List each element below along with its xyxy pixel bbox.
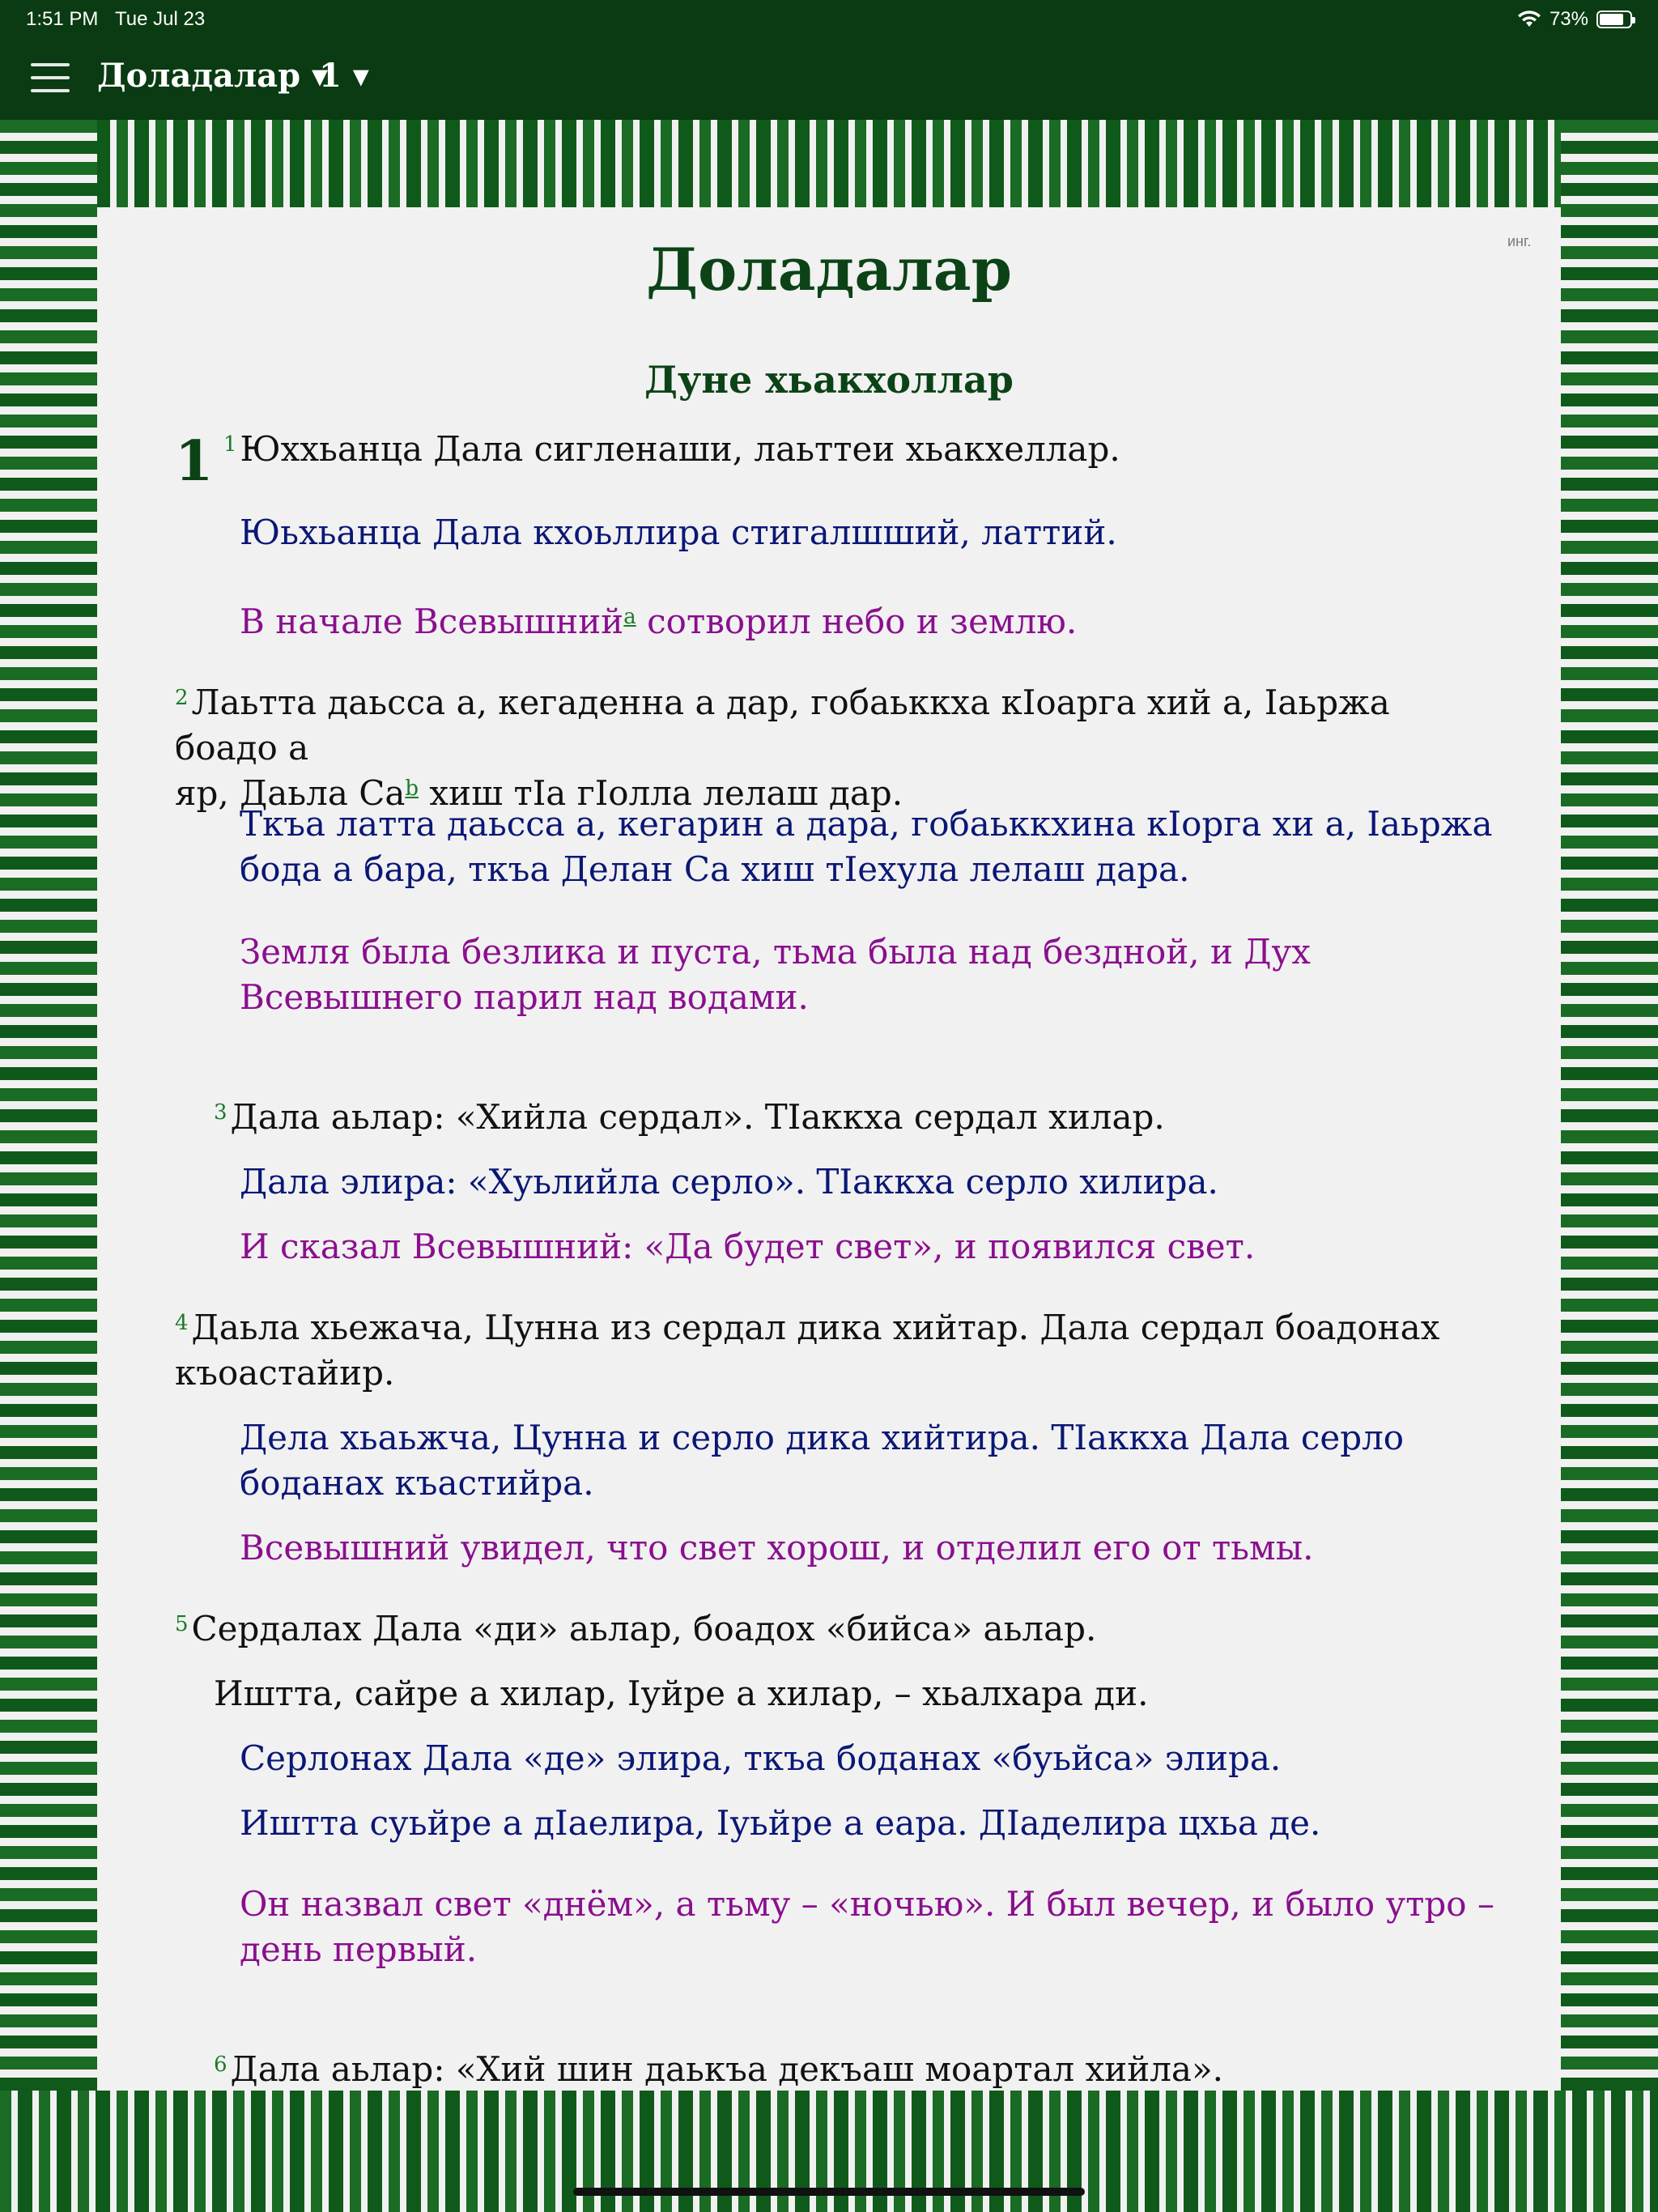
verse-text: Лаьтта даьсса а, кегаденна а дар, гобаьккха кІоарга хий а, Іаьржа боадо а	[175, 683, 1390, 768]
verse-2-ingush	[175, 680, 1486, 816]
verse-5-ingush-line2: Иштта, сайре а хилар, Іуйре а хилар, – хьалхара ди.	[214, 1674, 1149, 1713]
ornament-border-left	[0, 120, 97, 2212]
verse-text: Ткъа латта даьсса а, кегарин а дара, гобаьккхина кІорга хи а, Іаьржа	[240, 804, 1493, 844]
verse-1-ingush	[223, 427, 1120, 472]
status-bar	[0, 0, 1658, 39]
verse-text: Земля была безлика и пуста, тьма была над бездной, и Дух	[240, 932, 1311, 972]
verse-text: Дала аьлар: «Хий шин даькъа декъаш моартал хийла».	[230, 2049, 1224, 2089]
page-note[interactable]: инг.	[1507, 233, 1532, 249]
ornament-border-right	[1561, 120, 1658, 2212]
verse-number: 1	[223, 432, 237, 457]
battery-icon	[1596, 11, 1632, 28]
verse-number: 2	[175, 686, 189, 710]
verse-2-chechen	[240, 802, 1492, 892]
verse-5-chechen: Серлонах Дала «де» элира, ткъа боданах «буьйса» элира.	[240, 1738, 1282, 1778]
verse-number: 3	[214, 1100, 227, 1125]
verse-text: Даьла хьежача, Цунна из сердал дика хийтар. Дала сердал боадонах	[191, 1308, 1440, 1347]
verse-5-russian	[240, 1882, 1494, 1972]
book-title: Доладалар	[646, 235, 1012, 304]
section-heading: Дуне хьакхоллар	[644, 358, 1014, 402]
verse-5-chechen-line2: Иштта суьйре а дІаелира, Іуьйре а еара. ДІаделира цхьа де.	[240, 1803, 1321, 1843]
verse-4-russian: Всевышний увидел, что свет хорош, и отделил его от тьмы.	[240, 1528, 1314, 1568]
verse-5-ingush	[175, 1606, 1096, 1652]
verse-1-chechen: Юьхьанца Дала кхоьллира стигалшший, латтий.	[240, 513, 1117, 552]
verse-text: Сердалах Дала «ди» аьлар, боадох «бийса» аьлар.	[191, 1609, 1097, 1648]
verse-text: Дала аьлар: «Хийла сердал». ТІаккха сердал хилар.	[230, 1097, 1165, 1137]
verse-text: Он назвал свет «днём», а тьму – «ночью». И был вечер, и было утро –	[240, 1884, 1494, 1924]
verse-number: 5	[175, 1612, 189, 1636]
footnote-link[interactable]: b	[405, 776, 419, 801]
footnote-link[interactable]: a	[623, 605, 636, 629]
verse-text: Дела хьаьжча, Цунна и серло дика хийтира. ТІаккха Дала серло	[240, 1418, 1405, 1457]
verse-2-russian	[240, 929, 1311, 1020]
verse-text: къоастайир.	[175, 1353, 395, 1393]
nav-bar	[0, 39, 1658, 120]
status-date: Tue Jul 23	[115, 8, 206, 30]
battery-percent: 73%	[1549, 8, 1588, 30]
ornament-border-top	[0, 120, 1658, 207]
verse-3-ingush	[214, 1095, 1165, 1140]
verse-number: 6	[214, 2052, 227, 2077]
verse-text: Всевышнего парил над водами.	[240, 977, 809, 1017]
home-indicator[interactable]	[573, 2188, 1085, 2196]
verse-text: Юххьанца Дала сигленаши, лаьттеи хьакхеллар.	[240, 429, 1120, 469]
hamburger-menu-icon[interactable]	[31, 63, 70, 96]
chapter-selector[interactable]: 1 ▾	[319, 57, 369, 95]
verse-3-chechen: Дала элира: «Хуьлийла серло». ТІаккха серло хилира.	[240, 1162, 1218, 1202]
verse-4-chechen	[240, 1415, 1404, 1506]
book-selector[interactable]: Доладалар ▾	[97, 57, 329, 95]
verse-text: бода а бара, ткъа Делан Са хиш тІехула лелаш дара.	[240, 849, 1190, 889]
status-right	[1517, 8, 1632, 31]
verse-3-russian: И сказал Всевышний: «Да будет свет», и появился свет.	[240, 1227, 1256, 1266]
verse-text: хиш тІа гІолла лелаш дар.	[419, 773, 903, 813]
verse-1-russian	[240, 599, 1077, 644]
wifi-icon	[1517, 11, 1541, 28]
status-time: 1:51 PM	[26, 8, 99, 30]
verse-4-ingush	[175, 1305, 1439, 1396]
chapter-number: 1	[175, 429, 214, 494]
verse-number: 4	[175, 1311, 189, 1335]
verse-text: В начале Всевышний	[240, 602, 624, 641]
verse-6-ingush	[214, 2047, 1223, 2092]
verse-text: боданах къастийра.	[240, 1463, 594, 1503]
verse-text: день первый.	[240, 1929, 478, 1969]
verse-text: яр, Даьла Са	[175, 773, 406, 813]
verse-text: сотворил небо и землю.	[636, 602, 1078, 641]
